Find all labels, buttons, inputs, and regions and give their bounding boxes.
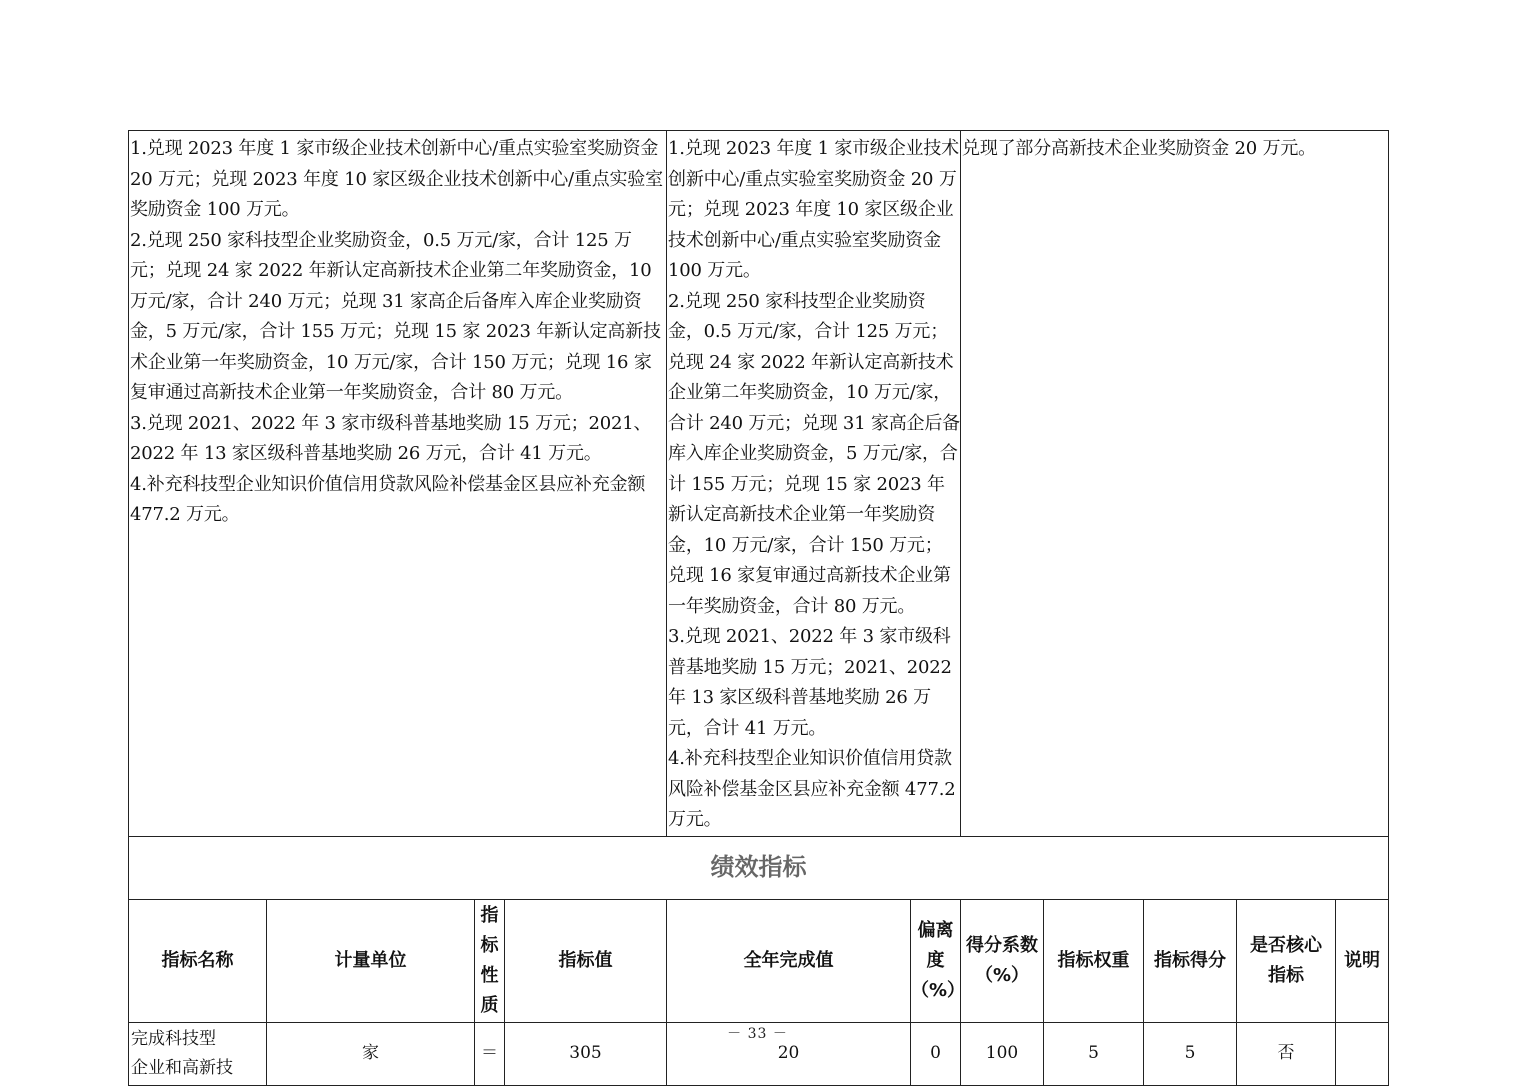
actual-content-cell <box>667 131 961 837</box>
header-row <box>129 899 1389 1022</box>
row-name: 完成科技型 企业和高新技 <box>129 1022 267 1085</box>
performance-table <box>128 130 1389 1086</box>
page-number: － 33 － <box>727 1026 788 1042</box>
plan-row <box>129 131 1389 837</box>
header-name: 指标名称 <box>129 899 267 1022</box>
section-title-row <box>129 836 1389 899</box>
actual-content-text: 1.兑现 2023 年度 1 家市级企业技术创新中心/重点实验室奖励资金 20 万元；兑现 2023 年度 10 家区级企业技术创新中心/重点实验室奖励资金 100 万元。 2.兑现 250 家科技型企业奖励资金，0.5 万元/家，合计 125 万元；兑现 24 家 2022 年新认定高新技术企业第二年奖励资金，10 万元/家，合计 240 万元；兑现 31 家高企后备库入库企业奖励资金，5 万元/家，合计 155 万元；兑现 15 家 2023 年新认定高新技术企业第一年奖励资金，10 万元/家，合计 150 万元；兑现 16 家复审通过高新技术企业第一年奖励资金，合计 80 万元。 3.兑现 2021、2022 年 3 家市级科普基地奖励 15 万元；2021、2022 年 13 家区级科普基地奖励 26 万元，合计 41 万元。 4.补充科技型企业知识价值信用贷款风险补偿基金区县应补充金额 477.2 万元。 <box>668 138 960 830</box>
header-actual-value: 全年完成值 <box>667 899 911 1022</box>
row-target-value: 305 <box>505 1022 667 1085</box>
header-weight: 指标权重 <box>1044 899 1144 1022</box>
row-unit: 家 <box>267 1022 475 1085</box>
row-nature: ＝ <box>475 1022 505 1085</box>
row-core: 否 <box>1237 1022 1336 1085</box>
target-content-text: 1.兑现 2023 年度 1 家市级企业技术创新中心/重点实验室奖励资金 20 万元；兑现 2023 年度 10 家区级企业技术创新中心/重点实验室奖励资金 100 万元。 2.兑现 250 家科技型企业奖励资金，0.5 万元/家，合计 125 万元；兑现 24 家 2022 年新认定高新技术企业第二年奖励资金，10 万元/家，合计 240 万元；兑现 31 家高企后备库入库企业奖励资金，5 万元/家，合计 155 万元；兑现 15 家 2023 年新认定高新技术企业第一年奖励资金，10 万元/家，合计 150 万元；兑现 16 家复审通过高新技术企业第一年奖励资金，合计 80 万元。 3.兑现 2021、2022 年 3 家市级科普基地奖励 15 万元；2021、2022 年 13 家区级科普基地奖励 26 万元，合计 41 万元。 4.补充科技型企业知识价值信用贷款风险补偿基金区县应补充金额 477.2 万元。 <box>130 138 663 525</box>
row-coefficient: 100 <box>961 1022 1044 1085</box>
header-note: 说明 <box>1336 899 1389 1022</box>
row-deviation: 0 <box>911 1022 961 1085</box>
deviation-note-cell <box>961 131 1389 837</box>
row-score: 5 <box>1144 1022 1237 1085</box>
header-target-value: 指标值 <box>505 899 667 1022</box>
header-score: 指标得分 <box>1144 899 1237 1022</box>
target-content-cell <box>129 131 667 837</box>
header-core: 是否核心 指标 <box>1237 899 1336 1022</box>
header-deviation: 偏离 度 （%） <box>911 899 961 1022</box>
header-nature: 指 标 性 质 <box>475 899 505 1022</box>
section-title: 绩效指标 <box>129 836 1389 899</box>
deviation-note-text: 兑现了部分高新技术企业奖励资金 20 万元。 <box>962 138 1316 159</box>
row-actual-value: 20 <box>667 1022 911 1085</box>
header-coefficient: 得分系数 （%） <box>961 899 1044 1022</box>
row-weight: 5 <box>1044 1022 1144 1085</box>
header-unit: 计量单位 <box>267 899 475 1022</box>
